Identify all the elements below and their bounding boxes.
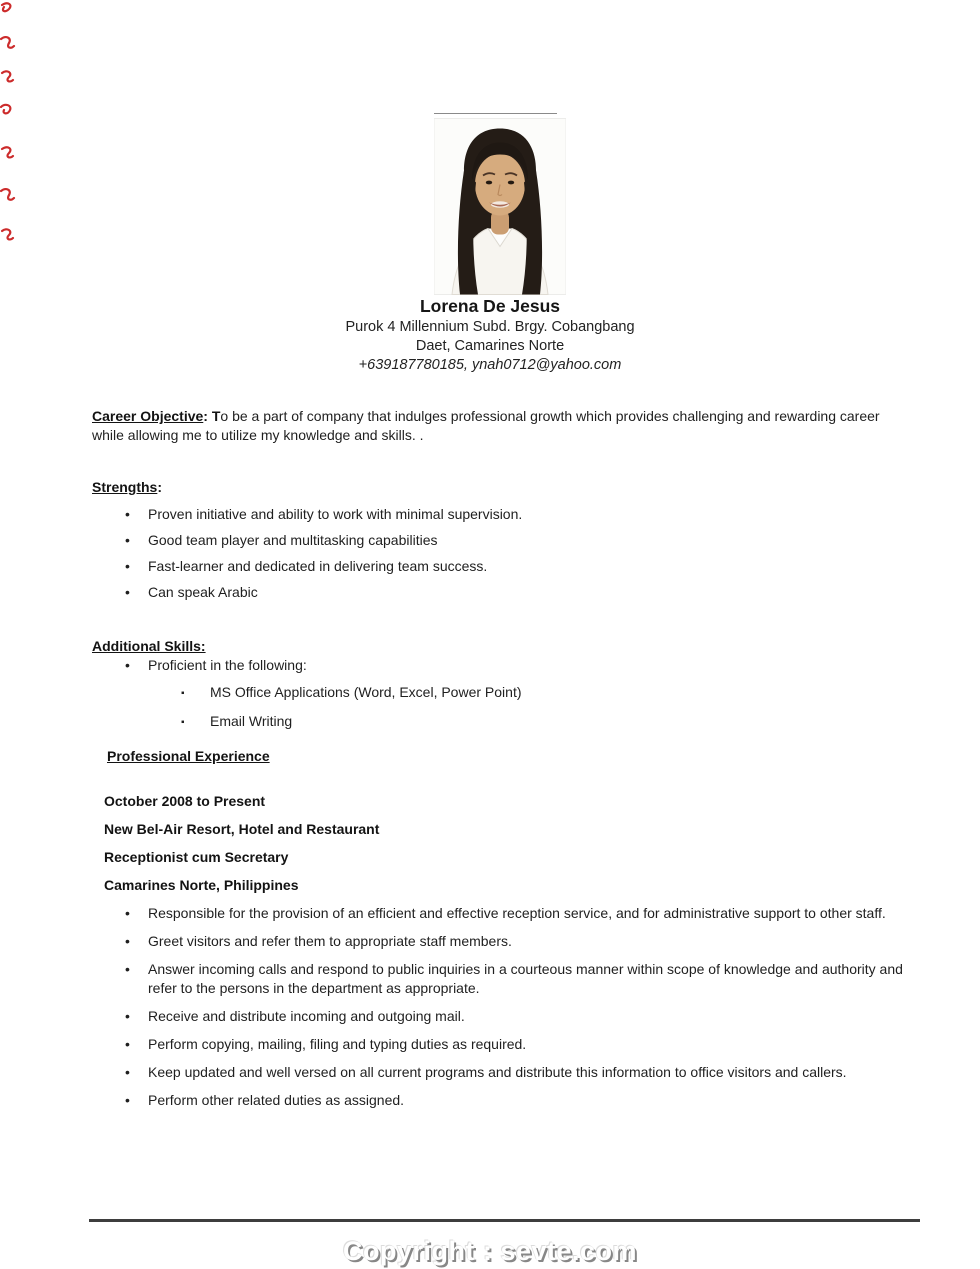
bullet-icon: • [125,558,130,574]
list-item [92,583,832,602]
duty-item-text: Responsible for the provision of an efficient and effective reception service, and for administrative support to other staff. [148,905,886,921]
experience-position: Receptionist cum Secretary [104,849,289,865]
experience-heading-text: Professional Experience [107,748,270,764]
strength-item-text: Proven initiative and ability to work with minimal supervision. [148,506,523,522]
experience-location: Camarines Norte, Philippines [104,877,299,893]
duty-item-text: Perform other related duties as assigned. [148,1092,405,1108]
section-heading-additional-skills [92,637,206,656]
portrait-photo [434,118,566,295]
list-item [92,505,832,524]
address-line-2: Daet, Camarines Norte [415,338,565,354]
strength-item-text: Fast-learner and dedicated in delivering team success. [148,558,488,574]
copyright-text: Copyright : sevte.com [342,1236,638,1266]
bullet-icon: • [125,584,130,600]
duty-item-text: Greet visitors and refer them to appropriate staff members. [148,933,512,949]
duty-item-text: Receive and distribute incoming and outgoing mail. [148,1008,465,1024]
bullet-icon: • [125,506,130,522]
section-heading-professional-experience [107,747,270,766]
list-item [92,656,832,675]
list-item [92,904,913,923]
contact-line: +639187780185, ynah0712@yahoo.com [358,357,622,373]
red-mark-icon [1,189,14,200]
bullet-icon: • [125,532,130,548]
list-item [92,712,832,731]
list-item [92,557,832,576]
experience-company: New Bel-Air Resort, Hotel and Restaurant [104,821,380,837]
list-item [92,960,913,998]
red-mark-icon [2,71,13,81]
bullet-icon: • [125,657,130,673]
career-objective-paragraph [92,407,884,445]
list-item [92,1091,913,1110]
red-mark-icon [2,3,10,11]
red-mark-icon [1,37,14,48]
list-item [92,1007,913,1026]
skill-item-text: MS Office Applications (Word, Excel, Power Point) [210,684,522,700]
strengths-heading-colon: : [157,479,163,495]
bullet-icon: • [125,1092,130,1108]
duty-item-text: Perform copying, mailing, filing and typing duties as required. [148,1036,527,1052]
photo-top-rule [434,113,557,114]
duty-item-text: Keep updated and well versed on all current programs and distribute this information to office visitors and callers. [148,1064,847,1080]
strengths-heading-text: Strengths [92,479,158,495]
list-item [92,683,832,702]
experience-duties-list [92,904,913,1119]
additional-skills-sublist [92,683,832,741]
bullet-icon: • [125,1036,130,1052]
bullet-icon: • [125,961,130,977]
square-bullet-icon: ▪ [181,688,185,699]
square-bullet-icon: ▪ [181,717,185,728]
additional-skills-intro-list [92,656,832,675]
red-mark-icon [2,147,13,157]
person-name: Lorena De Jesus [419,296,561,316]
header-identity [0,295,980,375]
list-item [92,932,913,951]
duty-item-text: Answer incoming calls and respond to public inquiries in a courteous manner within scope of knowledge and authority and refer to the persons in the department as appropriate. [148,961,903,996]
bullet-icon: • [125,1064,130,1080]
list-item [92,1035,913,1054]
strengths-list [92,505,832,609]
list-item [92,1063,913,1082]
red-mark-icon [2,229,13,239]
skills-intro-text: Proficient in the following: [148,657,307,673]
career-objective-text: o be a part of company that indulges professional growth which provides challenging and rewarding career while allowing me to utilize my knowledge and skills. . [92,408,880,443]
address-line-1: Purok 4 Millennium Subd. Brgy. Cobangbang [345,319,635,335]
bullet-icon: • [125,933,130,949]
skill-item-text: Email Writing [210,713,293,729]
strength-item-text: Can speak Arabic [148,584,258,600]
bullet-icon: • [125,1008,130,1024]
career-objective-heading: Career Objective [92,408,204,424]
additional-skills-heading-text: Additional Skills: [92,638,206,654]
red-mark-icon [1,105,10,114]
list-item [92,531,832,550]
career-objective-lead: : T [203,408,221,424]
footer-divider [89,1219,920,1222]
strength-item-text: Good team player and multitasking capabilities [148,532,438,548]
section-heading-strengths [92,478,162,497]
red-edge-marks [0,0,18,260]
bullet-icon: • [125,905,130,921]
experience-period: October 2008 to Present [104,793,266,809]
